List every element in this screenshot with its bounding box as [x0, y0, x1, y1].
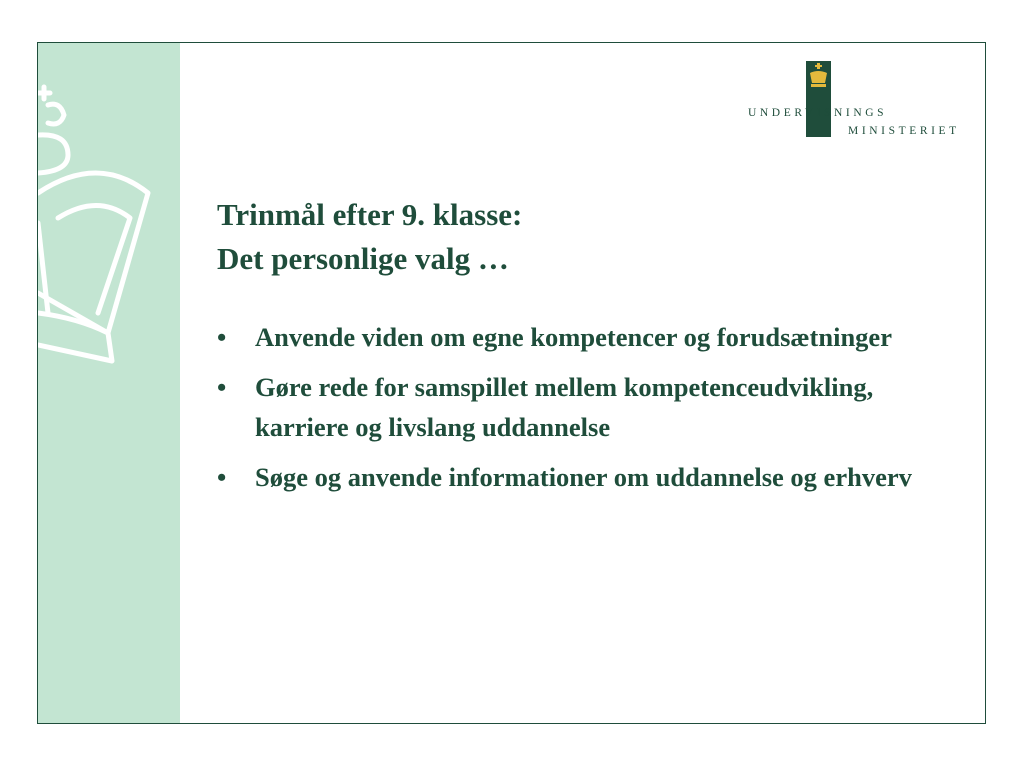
logo-bar — [806, 61, 831, 137]
bullet-item — [217, 457, 937, 497]
ministry-logo — [748, 61, 986, 141]
crown-watermark-icon — [38, 43, 180, 723]
bullet-item — [217, 317, 937, 357]
slide — [37, 42, 986, 724]
sidebar-panel — [38, 43, 180, 723]
logo-text-ministeriet: MINISTERIET — [848, 125, 960, 137]
bullet-text: Gøre rede for samspillet mellem kompetenceudvikling, karriere og livslang uddannelse — [255, 372, 874, 442]
logo-text-undervisnings: UNDERVISNINGS — [748, 107, 888, 119]
bullet-dot-icon: • — [217, 462, 227, 492]
bullet-item — [217, 367, 937, 447]
bullet-dot-icon: • — [217, 372, 227, 402]
crown-icon — [806, 61, 831, 91]
slide-title-line1: Trinmål efter 9. klasse: — [217, 197, 523, 232]
slide-title — [217, 193, 917, 281]
slide-title-line2: Det personlige valg … — [217, 241, 509, 276]
bullet-text: Søge og anvende informationer om uddannelse og erhverv — [255, 462, 912, 492]
bullet-list — [217, 317, 937, 507]
bullet-dot-icon: • — [217, 322, 227, 352]
bullet-text: Anvende viden om egne kompetencer og forudsætninger — [255, 322, 892, 352]
